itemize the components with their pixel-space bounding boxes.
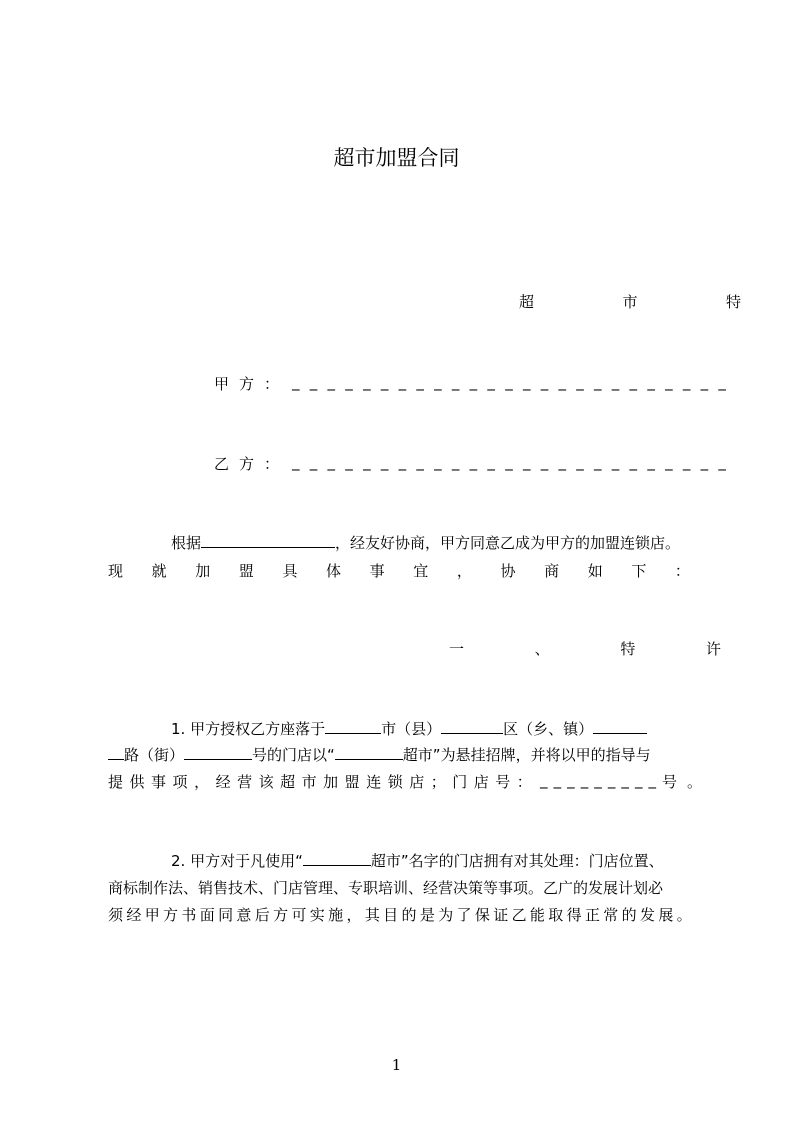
clause2-char: 实 (309, 906, 325, 924)
clause1-char: ； (430, 773, 446, 791)
clause2-char: 乙 (511, 906, 527, 924)
subtitle-char: 市 (622, 293, 638, 311)
clause1-text: 超市”为悬挂招牌，并将以甲的指导与 (402, 746, 651, 764)
clause1-text: 路（街） (124, 746, 185, 764)
party-b-label: 乙方： (214, 455, 290, 473)
clause1-char: 门 (452, 773, 468, 791)
intro-char: 商 (544, 562, 560, 580)
clause2-char: 取 (548, 906, 564, 924)
clause2-char: 书 (181, 906, 197, 924)
clause2-char: 目 (383, 906, 399, 924)
intro-char: 如 (587, 562, 603, 580)
clause2-line3 (108, 904, 692, 925)
clause2-num: 2. (171, 852, 186, 870)
clause1-line1 (171, 718, 647, 739)
clause2-char: ， (346, 906, 362, 924)
clause1-char: ， (194, 773, 210, 791)
clause1-char: 超 (280, 773, 296, 791)
clause2-char: 方 (273, 906, 289, 924)
intro-char: 加 (195, 562, 211, 580)
store-number-blank: _ _ _ _ _ _ _ _ _ (540, 771, 656, 789)
party-b-blank: _ _ _ _ _ _ _ _ _ _ _ _ _ _ _ _ _ _ _ _ _ _ _ _ _ (292, 453, 726, 471)
clause2-char: 须 (108, 906, 124, 924)
clause1-text: 甲方授权乙方座落于 (190, 720, 326, 738)
brand-name-blank (303, 850, 371, 866)
clause2-char: 证 (493, 906, 509, 924)
intro-char: 具 (282, 562, 298, 580)
intro-char: 宜 (413, 562, 429, 580)
clause2-char: 得 (566, 906, 582, 924)
number-blank (184, 744, 252, 760)
clause2-char: 施 (328, 906, 344, 924)
clause2-char: 后 (254, 906, 270, 924)
party-a-label: 甲方： (214, 375, 290, 393)
city-blank (325, 718, 381, 734)
clause1-text: 号的门店以“ (252, 746, 335, 764)
clause1-char: 连 (366, 773, 382, 791)
store-number-suffix: 号。 (662, 773, 713, 791)
subtitle-line (519, 291, 741, 312)
clause1-char: 项 (172, 773, 188, 791)
clause1-char: 加 (323, 773, 339, 791)
clause2-char: 意 (236, 906, 252, 924)
clause2-char: 能 (529, 906, 545, 924)
clause1-char: 供 (129, 773, 145, 791)
clause2-text: 超市”名字的门店拥有对其处理：门店位置、 (370, 852, 664, 870)
clause1-text: 区（乡、镇） (503, 720, 594, 738)
clause1-char: 市 (301, 773, 317, 791)
clause1-line3 (108, 771, 532, 792)
clause2-char: 常 (603, 906, 619, 924)
intro-char: ， (456, 562, 472, 580)
clause1-line2 (108, 744, 651, 765)
clause1-char: 经 (215, 773, 231, 791)
intro-suffix: ，经友好协商，甲方同意乙成为甲方的加盟连锁店。 (335, 534, 681, 552)
section-char: 许 (705, 640, 721, 658)
clause2-char: 是 (419, 906, 435, 924)
clause2-char: 发 (639, 906, 655, 924)
clause1-char: 店 (473, 773, 489, 791)
clause2-line1 (171, 850, 664, 871)
intro-char: ： (674, 562, 690, 580)
party-a-blank: _ _ _ _ _ _ _ _ _ _ _ _ _ _ _ _ _ _ _ _ _ _ _ _ _ (292, 373, 726, 391)
clause2-text: 甲方对于凡使用“ (190, 852, 303, 870)
clause1-char: 提 (108, 773, 124, 791)
intro-char: 体 (326, 562, 342, 580)
clause2-char: 了 (456, 906, 472, 924)
clause2-char: 经 (126, 906, 142, 924)
town-blank (593, 718, 647, 734)
section-char: 特 (620, 640, 636, 658)
intro-char: 协 (500, 562, 516, 580)
section-char: 、 (534, 640, 550, 658)
intro-char: 事 (369, 562, 385, 580)
clause2-char: 的 (401, 906, 417, 924)
clause2-char: 。 (676, 906, 692, 924)
clause1-char: 店 (409, 773, 425, 791)
district-blank (441, 718, 503, 734)
intro-char: 就 (151, 562, 167, 580)
section-heading-1 (449, 638, 721, 659)
intro-paragraph-line2 (108, 560, 690, 581)
clause1-text: 市（县） (381, 720, 442, 738)
clause2-char: 保 (474, 906, 490, 924)
clause2-char: 面 (199, 906, 215, 924)
clause2-char: 可 (291, 906, 307, 924)
clause1-char: 该 (258, 773, 274, 791)
document-title: 超市加盟合同 (333, 146, 460, 170)
clause1-char: 盟 (344, 773, 360, 791)
clause2-char: 其 (364, 906, 380, 924)
clause2-char: 展 (658, 906, 674, 924)
subtitle-char: 特 (725, 293, 741, 311)
clause1-char: ： (516, 773, 532, 791)
clause1-char: 锁 (387, 773, 403, 791)
clause1-char: 营 (237, 773, 253, 791)
clause2-char: 甲 (144, 906, 160, 924)
clause1-char: 号 (495, 773, 511, 791)
subtitle-char: 超 (519, 293, 535, 311)
brand-blank (335, 744, 403, 760)
intro-char: 盟 (238, 562, 254, 580)
clause2-char: 的 (621, 906, 637, 924)
page-number: 1 (391, 1056, 402, 1074)
clause2-char: 同 (218, 906, 234, 924)
intro-paragraph-line1 (171, 532, 680, 553)
intro-char: 下 (631, 562, 647, 580)
section-char: 一 (449, 640, 465, 658)
clause2-line2: 商标制作法、销售技术、门店管理、专职培训、经营决策等事项。乙广的发展计划必 (108, 879, 664, 897)
clause1-num: 1. (171, 720, 186, 738)
clause2-char: 方 (163, 906, 179, 924)
clause1-char: 事 (151, 773, 167, 791)
intro-char: 现 (108, 562, 124, 580)
clause2-char: 为 (438, 906, 454, 924)
basis-blank (201, 532, 335, 548)
intro-prefix: 根据 (171, 534, 202, 552)
clause2-char: 正 (584, 906, 600, 924)
road-blank (108, 744, 124, 760)
